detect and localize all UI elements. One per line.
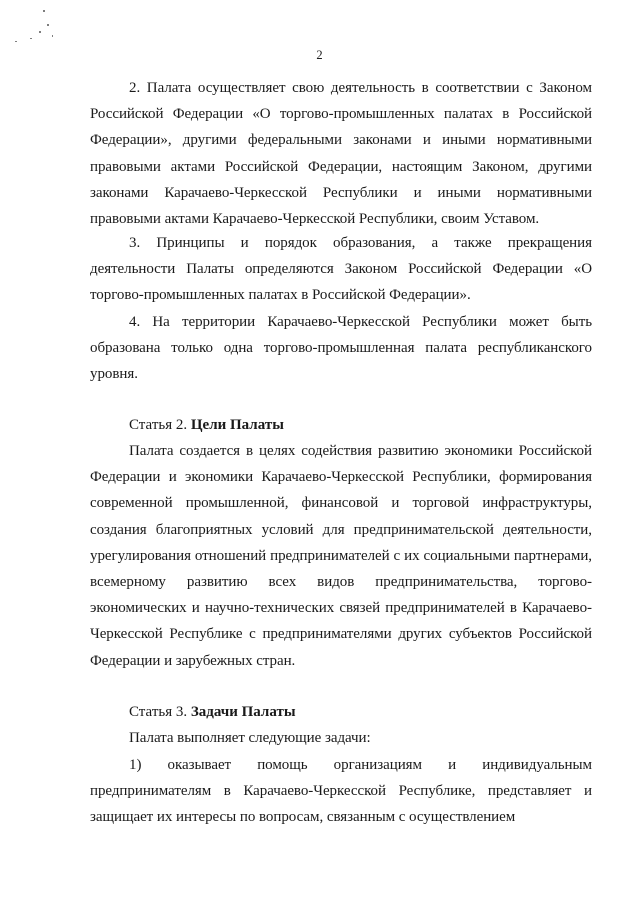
article-3-intro: Палата выполняет следующие задачи: <box>129 730 371 746</box>
scan-speck <box>43 10 45 12</box>
page-number: 2 <box>316 48 323 62</box>
scan-speck <box>47 24 49 26</box>
article-3-heading <box>129 699 296 725</box>
article-2-heading <box>129 412 284 438</box>
article-2-label: Статья 2. <box>129 417 188 433</box>
scan-speck <box>52 35 53 37</box>
paragraph-2: 2. Палата осуществляет свою деятельность в соответствии с Законом Российской Федерации «О торгово-промышленных палатах в Российской Федерации», другими федеральными законами и иными нормативными правовыми актами Российской Федерации, настоящим Законом, другими законами Карачаево-Черкесской Республики и иными нормативными правовыми актами Карачаево-Черкесской Республики, своим Уставом. <box>90 80 592 228</box>
article-3-item-1: 1) оказывает помощь организациям и индивидуальным предпринимателям в Карачаево-Черкесской Республике, представляет и защищает их интересы по вопросам, связанным с осуществлением <box>90 757 592 826</box>
paragraph-3: 3. Принципы и порядок образования, а также прекращения деятельности Палаты определяются Законом Российской Федерации «О торгово-промышленных палатах в Российской Федерации». <box>90 235 592 304</box>
scan-speck <box>15 41 17 42</box>
scan-speck <box>30 38 32 39</box>
article-2-title: Цели Палаты <box>190 417 284 433</box>
article-3-title: Задачи Палаты <box>190 704 296 720</box>
scan-speck <box>39 31 41 33</box>
article-2-text: Палата создается в целях содействия развитию экономики Российской Федерации и экономики Карачаево-Черкесской Республики, формирования современной промышленной, финансовой и торговой инфраструктуры, создания благоприятных условий для предпринимательской деятельности, урегулирования отношений предпринимателей с их социальными партнерами, всемерному развитию всех видов предпринимательства, торгово-экономических и научно-технических связей предпринимателей в Карачаево-Черкесской Республике с предпринимателями других субъектов Российской Федерации и зарубежных стран. <box>90 443 592 669</box>
paragraph-4: 4. На территории Карачаево-Черкесской Республики может быть образована только одна торгово-промышленная палата республиканского уровня. <box>90 314 592 383</box>
article-3-label: Статья 3. <box>129 704 188 720</box>
